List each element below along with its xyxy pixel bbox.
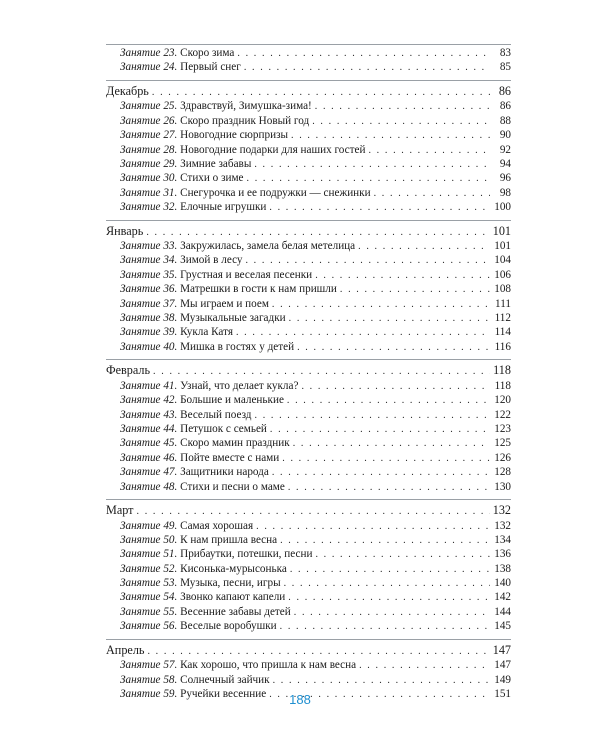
lesson-title: Снегурочка и ее подружки — снежинки — [180, 186, 371, 199]
toc-entry — [106, 46, 511, 60]
month-title: Декабрь — [106, 83, 149, 98]
month-title: Февраль — [106, 363, 151, 378]
month-heading — [106, 84, 511, 100]
lesson-number: Занятие 29. — [120, 157, 178, 170]
toc-entry — [106, 282, 511, 296]
month-heading — [106, 363, 511, 379]
toc-entry — [106, 519, 511, 533]
lesson-number: Занятие 32. — [120, 201, 178, 214]
lesson-number: Занятие 36. — [120, 283, 178, 296]
page-ref: 122 — [494, 408, 511, 421]
toc-entry — [106, 171, 511, 185]
page-ref: 106 — [494, 268, 511, 281]
dot-leader — [359, 659, 490, 673]
page-ref: 112 — [494, 312, 511, 325]
page-ref: 132 — [494, 519, 511, 532]
lesson-title: Как хорошо, что пришла к нам весна — [180, 659, 357, 672]
lesson-title: Новогодние сюрпризы — [180, 129, 289, 142]
dot-leader — [368, 144, 490, 158]
lesson-title: Прибаутки, потешки, песни — [180, 548, 313, 561]
page-ref: 90 — [499, 129, 511, 142]
dot-leader — [137, 504, 490, 520]
page-ref: 101 — [492, 223, 511, 238]
dot-leader — [374, 187, 490, 201]
lesson-title: Музыкальные загадки — [180, 312, 286, 325]
page-ref: 120 — [494, 394, 511, 407]
lesson-title: Кукла Катя — [180, 326, 233, 339]
dot-leader — [153, 364, 490, 380]
toc-entry — [106, 619, 511, 633]
dot-leader — [280, 620, 490, 634]
page-ref: 126 — [494, 451, 511, 464]
toc-entry — [106, 128, 511, 142]
lesson-number: Занятие 48. — [120, 480, 178, 493]
lesson-number: Занятие 28. — [120, 143, 178, 156]
dot-leader — [237, 47, 490, 61]
dot-leader — [236, 326, 490, 340]
lesson-title: Пойте вместе с нами — [180, 451, 280, 464]
lesson-number: Занятие 55. — [120, 605, 178, 618]
page-ref: 96 — [499, 172, 511, 185]
lesson-title: Зимой в лесу — [180, 254, 243, 267]
dot-leader — [146, 225, 489, 241]
dot-leader — [280, 534, 490, 548]
lesson-title: Зимние забавы — [180, 157, 252, 170]
dot-leader — [294, 606, 490, 620]
dot-leader — [273, 674, 490, 688]
toc-entry — [106, 379, 511, 393]
toc-entry — [106, 576, 511, 590]
lesson-number: Занятие 27. — [120, 129, 178, 142]
page-ref: 83 — [499, 47, 511, 59]
toc-entry — [106, 253, 511, 267]
month-heading — [106, 643, 511, 659]
lesson-title: Защитники народа — [180, 466, 269, 479]
lesson-number: Занятие 57. — [120, 659, 178, 672]
lesson-title: Звонко капают капели — [180, 591, 286, 604]
page-ref: 149 — [494, 673, 511, 686]
page-ref: 136 — [494, 548, 511, 561]
lesson-number: Занятие 46. — [120, 451, 178, 464]
lesson-number: Занятие 53. — [120, 577, 178, 590]
toc-entry — [106, 533, 511, 547]
toc-entry — [106, 114, 511, 128]
dot-leader — [147, 644, 489, 660]
lesson-title: Скоро зима — [180, 47, 235, 59]
dot-leader — [247, 172, 490, 186]
page-ref: 94 — [499, 157, 511, 170]
month-heading — [106, 503, 511, 519]
page-ref: 142 — [494, 591, 511, 604]
lesson-title: Здравствуй, Зимушка-зима! — [180, 100, 312, 113]
toc-section — [106, 80, 511, 215]
lesson-title: Скоро мамин праздник — [180, 437, 290, 450]
page-ref: 104 — [494, 254, 511, 267]
lesson-number: Занятие 26. — [120, 114, 178, 127]
toc-entry — [106, 200, 511, 214]
dot-leader — [291, 129, 490, 143]
lesson-number: Занятие 39. — [120, 326, 178, 339]
dot-leader — [358, 240, 490, 254]
toc-entry — [106, 239, 511, 253]
page-ref: 128 — [494, 466, 511, 479]
toc-entry — [106, 393, 511, 407]
lesson-number: Занятие 47. — [120, 466, 178, 479]
toc-entry — [106, 465, 511, 479]
dot-leader — [272, 466, 490, 480]
toc-entry — [106, 590, 511, 604]
lesson-number: Занятие 54. — [120, 591, 178, 604]
lesson-number: Занятие 35. — [120, 268, 178, 281]
page-ref: 147 — [494, 659, 511, 672]
month-title: Январь — [106, 223, 144, 238]
dot-leader — [290, 563, 490, 577]
toc-entry — [106, 60, 511, 74]
dot-leader — [315, 269, 490, 283]
page-ref: 132 — [492, 502, 511, 517]
lesson-number: Занятие 58. — [120, 673, 178, 686]
lesson-number: Занятие 34. — [120, 254, 178, 267]
lesson-number: Занятие 31. — [120, 186, 178, 199]
page-ref: 130 — [494, 480, 511, 493]
lesson-title: Елочные игрушки — [180, 201, 267, 214]
lesson-number: Занятие 56. — [120, 620, 178, 633]
dot-leader — [254, 158, 490, 172]
dot-leader — [340, 283, 490, 297]
lesson-title: Петушок с семьей — [180, 422, 267, 435]
page-number: 188 — [289, 692, 311, 707]
lesson-number: Занятие 59. — [120, 688, 178, 701]
lesson-number: Занятие 37. — [120, 297, 178, 310]
toc-entry — [106, 268, 511, 282]
page-ref: 88 — [499, 114, 511, 127]
toc-entry — [106, 658, 511, 672]
toc-entry — [106, 311, 511, 325]
page-ref: 98 — [499, 186, 511, 199]
page-ref: 100 — [494, 201, 511, 214]
month-title: Март — [106, 502, 134, 517]
toc-entry — [106, 673, 511, 687]
lesson-number: Занятие 42. — [120, 394, 178, 407]
dot-leader — [269, 201, 490, 215]
lesson-title: Грустная и веселая песенки — [180, 268, 313, 281]
page-ref: 118 — [493, 363, 511, 378]
lesson-number: Занятие 38. — [120, 312, 178, 325]
toc-section — [106, 359, 511, 494]
page-ref: 147 — [492, 642, 511, 657]
page-ref: 138 — [494, 562, 511, 575]
lesson-title: Матрешки в гости к нам пришли — [180, 283, 337, 296]
lesson-number: Занятие 30. — [120, 172, 178, 185]
lesson-number: Занятие 44. — [120, 422, 178, 435]
lesson-number: Занятие 40. — [120, 340, 178, 353]
dot-leader — [288, 481, 490, 495]
dot-leader — [282, 452, 490, 466]
dot-leader — [288, 591, 490, 605]
lesson-title: Стихи и песни о маме — [180, 480, 285, 493]
toc-entry — [106, 186, 511, 200]
dot-leader — [244, 61, 490, 75]
page-ref: 86 — [498, 83, 511, 98]
month-heading — [106, 224, 511, 240]
toc-entry — [106, 436, 511, 450]
toc-entry — [106, 562, 511, 576]
lesson-number: Занятие 49. — [120, 519, 178, 532]
page-ref: 86 — [499, 100, 511, 113]
dot-leader — [272, 298, 490, 312]
dot-leader — [287, 394, 490, 408]
dot-leader — [297, 341, 490, 355]
dot-leader — [301, 380, 490, 394]
page-ref: 151 — [494, 688, 511, 701]
lesson-title: Кисонька-мурысонька — [180, 562, 287, 575]
page-ref: 144 — [494, 605, 511, 618]
lesson-number: Занятие 52. — [120, 562, 178, 575]
toc-section — [106, 499, 511, 634]
toc-entry — [106, 340, 511, 354]
lesson-title: Веселый поезд — [180, 408, 252, 421]
lesson-title: Музыка, песни, игры — [180, 577, 281, 590]
toc-entry — [106, 297, 511, 311]
page-ref: 140 — [494, 577, 511, 590]
lesson-number: Занятие 45. — [120, 437, 178, 450]
page-ref: 108 — [494, 283, 511, 296]
lesson-title: Стихи о зиме — [180, 172, 244, 185]
lesson-number: Занятие 23. — [120, 47, 178, 59]
toc-entry — [106, 143, 511, 157]
dot-leader — [245, 254, 490, 268]
page-ref: 114 — [494, 326, 511, 339]
page-ref: 123 — [494, 422, 511, 435]
lesson-title: Веселые воробушки — [180, 620, 277, 633]
toc-section — [106, 44, 511, 75]
page-ref: 101 — [494, 240, 511, 253]
dot-leader — [293, 437, 490, 451]
page-ref: 145 — [494, 620, 511, 633]
dot-leader — [256, 520, 490, 534]
dot-leader — [315, 100, 490, 114]
lesson-title: К нам пришла весна — [180, 533, 278, 546]
lesson-title: Первый снег — [180, 61, 241, 74]
lesson-title: Весенние забавы детей — [180, 605, 291, 618]
page-ref: 125 — [494, 437, 511, 450]
lesson-title: Узнай, что делает кукла? — [180, 379, 299, 392]
dot-leader — [152, 85, 490, 101]
toc-entry — [106, 547, 511, 561]
dot-leader — [289, 312, 490, 326]
month-title: Апрель — [106, 642, 145, 657]
lesson-number: Занятие 24. — [120, 61, 178, 74]
lesson-title: Мы играем и поем — [180, 297, 269, 310]
toc-entry — [106, 408, 511, 422]
lesson-number: Занятие 43. — [120, 408, 178, 421]
page-ref: 116 — [494, 340, 511, 353]
lesson-title: Большие и маленькие — [180, 394, 284, 407]
lesson-title: Мишка в гостях у детей — [180, 340, 295, 353]
dot-leader — [312, 115, 490, 129]
lesson-number: Занятие 51. — [120, 548, 178, 561]
table-of-contents — [106, 44, 511, 706]
dot-leader — [315, 548, 490, 562]
lesson-title: Закружилась, замела белая метелица — [180, 240, 356, 253]
lesson-number: Занятие 41. — [120, 379, 178, 392]
page-ref: 111 — [495, 297, 511, 310]
lesson-title: Ручейки весенние — [180, 688, 267, 701]
toc-entry — [106, 99, 511, 113]
page-ref: 134 — [494, 533, 511, 546]
dot-leader — [255, 409, 491, 423]
dot-leader — [270, 423, 490, 437]
page-ref: 118 — [494, 379, 511, 392]
dot-leader — [284, 577, 490, 591]
lesson-number: Занятие 25. — [120, 100, 178, 113]
page-ref: 85 — [499, 61, 511, 74]
toc-entry — [106, 451, 511, 465]
toc-section — [106, 220, 511, 355]
toc-entry — [106, 325, 511, 339]
lesson-number: Занятие 50. — [120, 533, 178, 546]
toc-entry — [106, 157, 511, 171]
lesson-title: Новогодние подарки для наших гостей — [180, 143, 366, 156]
toc-entry — [106, 605, 511, 619]
toc-entry — [106, 422, 511, 436]
toc-entry — [106, 480, 511, 494]
lesson-number: Занятие 33. — [120, 240, 178, 253]
lesson-title: Самая хорошая — [180, 519, 254, 532]
lesson-title: Солнечный зайчик — [180, 673, 270, 686]
lesson-title: Скоро праздник Новый год — [180, 114, 310, 127]
page-ref: 92 — [499, 143, 511, 156]
